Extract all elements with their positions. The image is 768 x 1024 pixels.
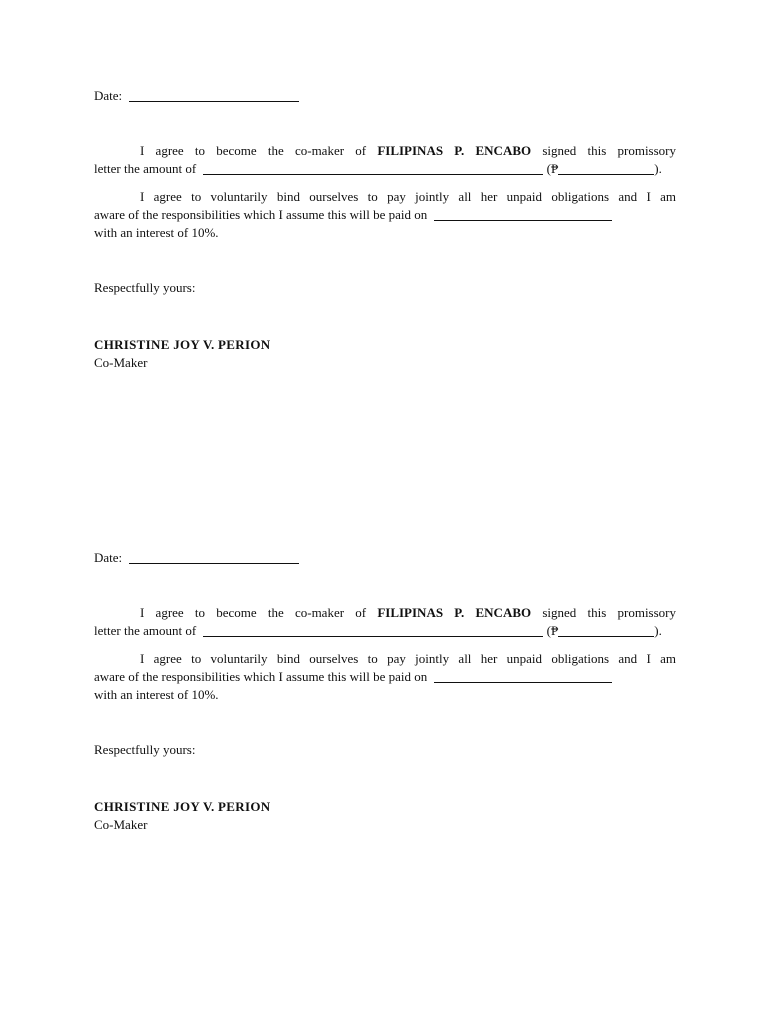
amount-blank <box>203 624 543 637</box>
amount-label: letter the amount of <box>94 623 197 638</box>
payment-date-label: aware of the responsibilities which I assume this will be paid on <box>94 207 428 222</box>
paragraph-1-line-2 <box>94 161 676 177</box>
date-line <box>94 550 676 566</box>
paragraph-1-line-2 <box>94 623 676 639</box>
paragraph-2-line-1: I agree to voluntarily bind ourselves to pay jointly all her unpaid obligations and I am <box>140 189 676 204</box>
peso-open: (₱ <box>546 623 559 638</box>
closing: Respectfully yours: <box>94 280 196 295</box>
peso-amount-blank <box>558 624 654 637</box>
p1-text-before: I agree to become the co-maker of <box>140 143 367 158</box>
payment-date-blank <box>434 670 612 683</box>
payment-date-blank <box>434 208 612 221</box>
p1-text-after: signed this promissory <box>542 143 677 158</box>
date-blank <box>129 89 299 102</box>
maker-name: FILIPINAS P. ENCABO <box>377 143 532 158</box>
payment-date-label: aware of the responsibilities which I assume this will be paid on <box>94 669 428 684</box>
peso-close: ). <box>654 161 662 176</box>
paragraph-2-line-3: with an interest of 10%. <box>94 687 219 702</box>
signer-role: Co-Maker <box>94 355 148 370</box>
date-line <box>94 88 676 104</box>
paragraph-2-line-2 <box>94 669 676 685</box>
p1-text-before: I agree to become the co-maker of <box>140 605 367 620</box>
signer-name: CHRISTINE JOY V. PERION <box>94 799 271 814</box>
paragraph-2-line-2 <box>94 207 676 223</box>
paragraph-1-line-1 <box>94 605 676 621</box>
peso-close: ). <box>654 623 662 638</box>
peso-amount-blank <box>558 162 654 175</box>
signer-role: Co-Maker <box>94 817 148 832</box>
paragraph-2-line-1: I agree to voluntarily bind ourselves to pay jointly all her unpaid obligations and I am <box>140 651 676 666</box>
date-label: Date: <box>94 550 123 565</box>
amount-blank <box>203 162 543 175</box>
date-blank <box>129 551 299 564</box>
date-label: Date: <box>94 88 123 103</box>
paragraph-1-line-1 <box>94 143 676 159</box>
maker-name: FILIPINAS P. ENCABO <box>377 605 532 620</box>
closing: Respectfully yours: <box>94 742 196 757</box>
p1-text-after: signed this promissory <box>542 605 677 620</box>
paragraph-2-line-3: with an interest of 10%. <box>94 225 219 240</box>
peso-open: (₱ <box>546 161 559 176</box>
amount-label: letter the amount of <box>94 161 197 176</box>
signer-name: CHRISTINE JOY V. PERION <box>94 337 271 352</box>
